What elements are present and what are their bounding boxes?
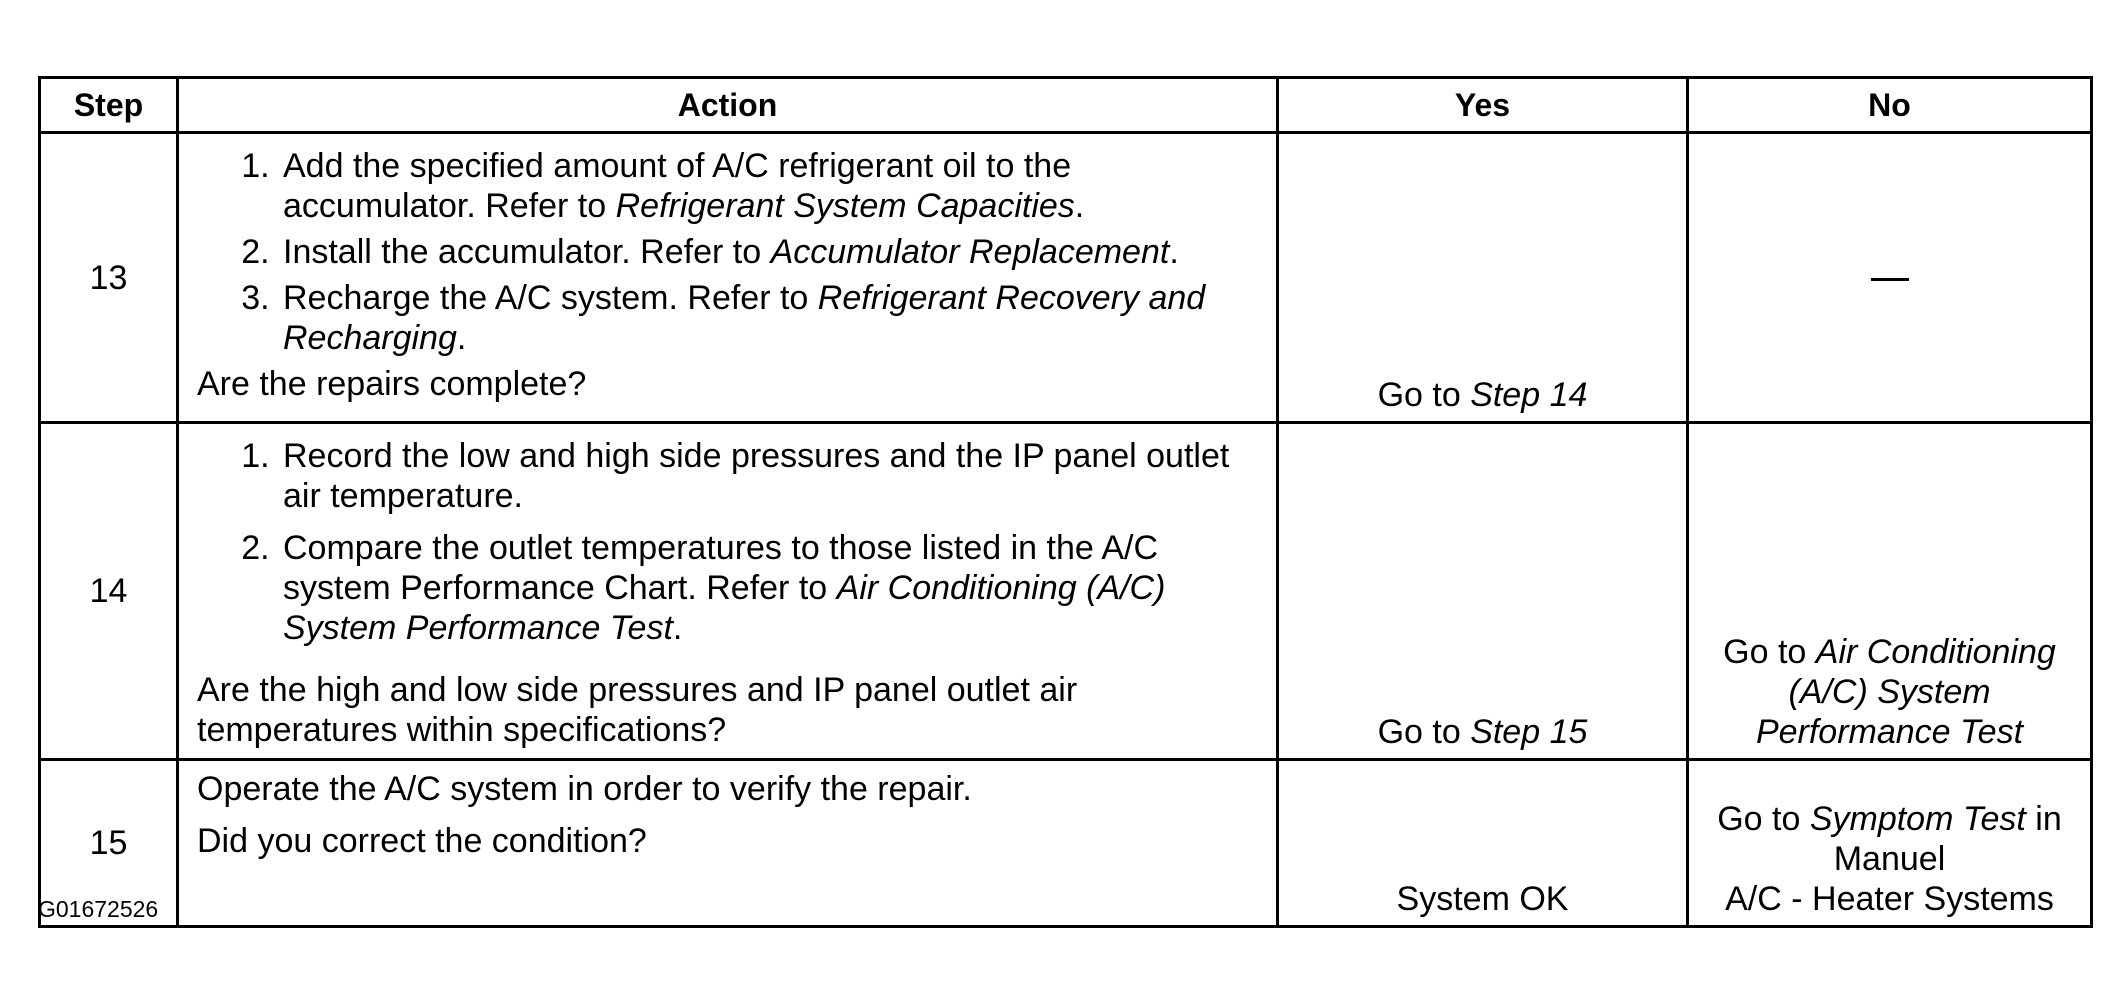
- reference-link: Refrigerant Recovery and Recharging: [283, 279, 1206, 357]
- question-text: Did you correct the condition?: [197, 822, 647, 860]
- reference-link: Symptom Test: [1809, 800, 2026, 838]
- action-item: 1. Add the specified amount of A/C refrigerant oil to the accumulator. Refer to Refrigerant System Capacities.: [279, 146, 1260, 226]
- action-list: [197, 436, 1260, 648]
- action-item: 2. Install the accumulator. Refer to Accumulator Replacement.: [279, 232, 1260, 272]
- question-text: Are the repairs complete?: [197, 365, 587, 403]
- header-yes: Yes: [1278, 78, 1688, 133]
- reference-link: Refrigerant System Capacities: [615, 187, 1075, 225]
- action-item: 3. Recharge the A/C system. Refer to Refrigerant Recovery and Recharging.: [279, 278, 1260, 358]
- no-cell: Go to Air Conditioning (A/C) System Performance Test: [1688, 423, 2092, 760]
- action-text: Operate the A/C system in order to verify the repair.: [197, 770, 972, 808]
- step-number: 14: [40, 423, 178, 760]
- header-action: Action: [178, 78, 1278, 133]
- header-no: No: [1688, 78, 2092, 133]
- step-number: 15: [40, 760, 178, 927]
- reference-link: Accumulator Replacement: [770, 233, 1170, 271]
- action-cell: [178, 133, 1278, 423]
- step-reference: Step 15: [1470, 713, 1588, 751]
- table-row: [40, 133, 2092, 423]
- yes-cell: Go to Step 14: [1278, 133, 1688, 423]
- reference-link: Air Conditioning (A/C) System Performance Test: [283, 569, 1166, 647]
- yes-cell: Go to Step 15: [1278, 423, 1688, 760]
- diagnostic-table: [38, 76, 2093, 928]
- figure-id: G01672526: [38, 896, 159, 922]
- yes-cell: System OK: [1278, 760, 1688, 927]
- no-cell: Go to Symptom Test in Manuel A/C - Heater Systems: [1688, 760, 2092, 927]
- no-cell: [1688, 133, 2092, 423]
- table-row: [40, 760, 2092, 927]
- action-item: 2. Compare the outlet temperatures to those listed in the A/C system Performance Chart. Refer to Air Conditioning (A/C) System Performance Test.: [279, 528, 1260, 648]
- action-cell: [178, 423, 1278, 760]
- step-number: 13: [40, 133, 178, 423]
- action-cell: [178, 760, 1278, 927]
- reference-link: Air Conditioning (A/C) System Performance Test: [1755, 633, 2056, 751]
- em-dash: [1871, 278, 1909, 281]
- table-row: [40, 423, 2092, 760]
- table-header-row: [40, 78, 2092, 133]
- question-text: Are the high and low side pressures and IP panel outlet air temperatures within specifications?: [197, 671, 1078, 749]
- step-reference: Step 14: [1470, 376, 1588, 414]
- no-line3: A/C - Heater Systems: [1725, 880, 2054, 918]
- action-list: [197, 146, 1260, 358]
- header-step: Step: [40, 78, 178, 133]
- action-item: 1. Record the low and high side pressures and the IP panel outlet air temperature.: [279, 436, 1260, 516]
